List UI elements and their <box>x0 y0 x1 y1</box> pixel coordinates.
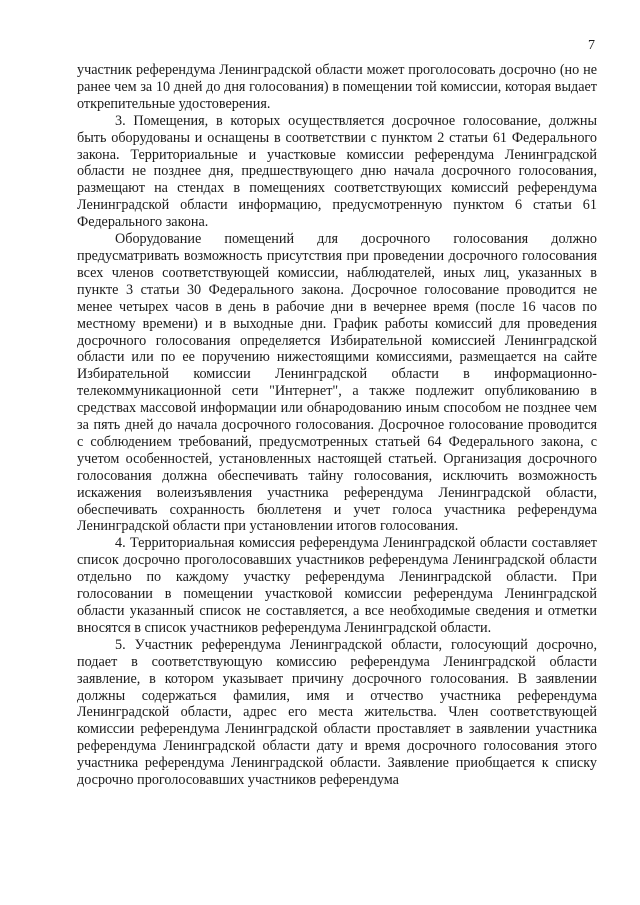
paragraph-item-3: 3. Помещения, в которых осуществляется досрочное голосование, должны быть оборудованы и оснащены в соответствии с пунктом 2 статьи 61 Федерального закона. Территориальные и участковые комиссии референдума Ленинградской области не позднее дня, предшествующего дню начала досрочного голосования, размещают на стендах в помещениях соответствующих комиссий референдума Ленинградской области информацию, предусмотренную пунктом 6 статьи 61 Федерального закона. <box>77 112 597 231</box>
page-number: 7 <box>588 38 595 53</box>
paragraph-item-5: 5. Участник референдума Ленинградской области, голосующий досрочно, подает в соответствующую комиссию референдума Ленинградской области заявление, в котором указывает причину досрочного голосования. В заявлении должны содержаться фамилия, имя и отчество участника референдума Ленинградской области, адрес его места жительства. Член соответствующей комиссии референдума Ленинградской области проставляет в заявлении участника референдума Ленинградской области дату и время досрочного голосования этого участника референдума Ленинградской области. Заявление приобщается к списку досрочно проголосовавших участников референдума <box>77 636 597 789</box>
paragraph-item-4: 4. Территориальная комиссия референдума Ленинградской области составляет список досрочно проголосовавших участников референдума Ленинградской области отдельно по каждому участку референдума Ленинградской области. При голосовании в помещении участковой комиссии референдума Ленинградской области указанный список не составляется, а все необходимые сведения и отметки вносятся в список участников референдума Ленинградской области. <box>77 535 597 636</box>
paragraph-equipment: Оборудование помещений для досрочного голосования должно предусматривать возможность присутствия при проведении досрочного голосования всех членов соответствующей комиссии, наблюдателей, иных лиц, указанных в пункте 3 статьи 30 Федерального закона. Досрочное голосование проводится не менее четырех часов в день в рабочие дни в вечернее время (после 16 часов по местному времени) и в выходные дни. График работы комиссий для проведения досрочного голосования определяется Избирательной комиссией Ленинградской области или по ее поручению нижестоящими комиссиями, размещается на сайте Избирательной комиссии Ленинградской области в информационно-телекоммуникационной сети "Интернет", а также подлежит опубликованию в средствах массовой информации или обнародованию иным способом не позднее чем за пять дней до начала досрочного голосования. Досрочное голосование проводится с соблюдением требований, предусмотренных статьей 64 Федерального закона, с учетом особенностей, установленных настоящей статьей. Организация досрочного голосования должна обеспечивать тайну голосования, исключить возможность искажения волеизъявления участника референдума Ленинградской области, обеспечивать сохранность бюллетеня и учет голоса участника референдума Ленинградской области при установлении итогов голосования. <box>77 231 597 535</box>
document-body <box>77 62 597 789</box>
paragraph-continuation: участник референдума Ленинградской области может проголосовать досрочно (но не ранее чем за 10 дней до дня голосования) в помещении той комиссии, которая выдает открепительные удостоверения. <box>77 62 597 112</box>
